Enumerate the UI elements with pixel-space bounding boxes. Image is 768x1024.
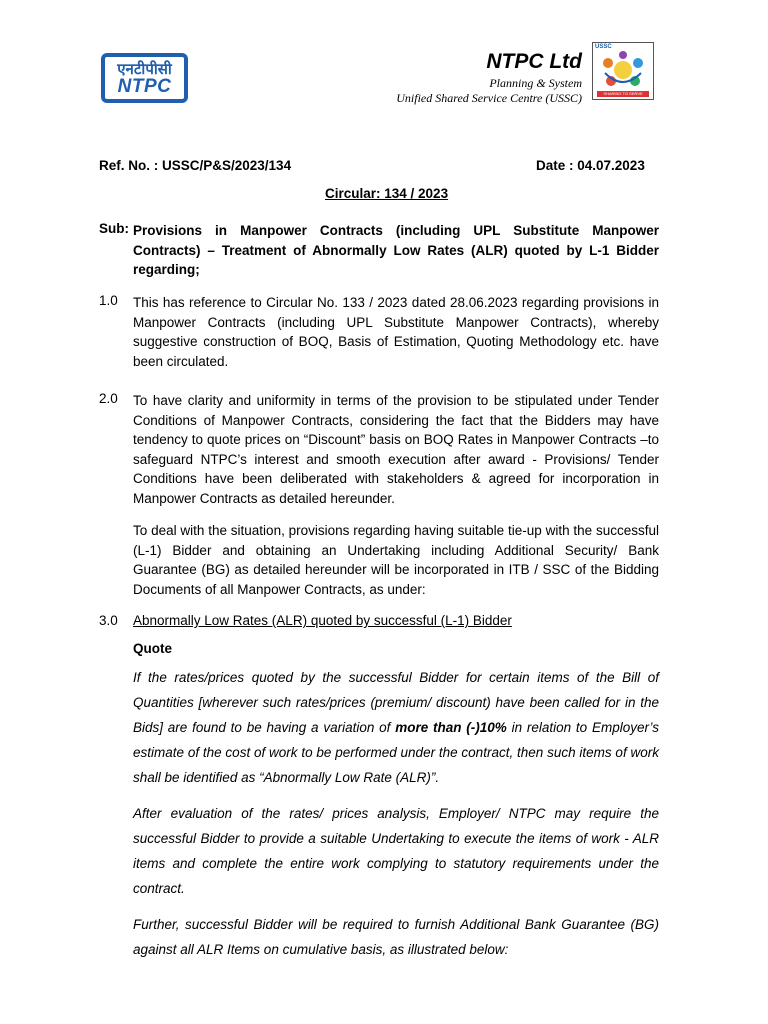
quote-paragraph-1 bbox=[133, 665, 659, 790]
para-1-text: This has reference to Circular No. 133 / 2023 dated 28.06.2023 regarding provisions in Manpower Contracts (including UPL Substitute Manpower Contracts), whereby suggestive construction of BOQ, Basis of Estimation, Quoting Methodology etc. have been circulated. bbox=[133, 295, 659, 369]
reference-number: Ref. No. : USSC/P&S/2023/134 bbox=[99, 158, 292, 173]
quote-label: Quote bbox=[133, 641, 172, 656]
para-1-number: 1.0 bbox=[99, 293, 118, 308]
subject-text: Provisions in Manpower Contracts (including UPL Substitute Manpower Contracts) – Treatment of Abnormally Low Rates (ALR) quoted by L-1 Bidder regarding; bbox=[133, 223, 659, 277]
circular-date: Date : 04.07.2023 bbox=[536, 158, 645, 173]
ussc-logo-label: USSC bbox=[595, 44, 612, 50]
ntpc-logo-hindi: एनटीपीसी bbox=[117, 59, 172, 78]
para-3-heading: Abnormally Low Rates (ALR) quoted by successful (L-1) Bidder bbox=[133, 613, 512, 628]
subject-label: Sub: bbox=[99, 221, 129, 236]
ussc-logo bbox=[592, 42, 654, 100]
header-block bbox=[396, 50, 582, 106]
ntpc-logo bbox=[101, 53, 188, 103]
unit-name: Unified Shared Service Centre (USSC) bbox=[396, 91, 582, 105]
ussc-logo-tagline: SHARING TO SERVE bbox=[597, 91, 649, 97]
org-name: NTPC Ltd bbox=[486, 50, 582, 73]
quote-threshold: more than (-)10% bbox=[395, 720, 507, 735]
quote-paragraph-1-start: If the rates/prices quoted by the successful Bidder for certain items of the Bill of Quantities [wherever such rates/prices (premium/ discount) have been called for in the Bids] are found to be having a variation of bbox=[133, 670, 659, 735]
ntpc-logo-text: NTPC bbox=[117, 75, 172, 97]
para-3-number: 3.0 bbox=[99, 613, 118, 628]
circular-title: Circular: 134 / 2023 bbox=[325, 186, 449, 201]
quote-paragraph-1-end: in relation to Employer’s estimate of the cost of work to be performed under the contract, then such items of work shall be identified as “Abnormally Low Rate (ALR)”. bbox=[133, 720, 659, 785]
para-2-text: To have clarity and uniformity in terms of the provision to be stipulated under Tender Conditions of Manpower Contracts, considering the fact that the Bidders may have tendency to quote prices on “Discount” basis on BOQ Rates in Manpower Contracts –to safeguard NTPC’s interest and smooth execution after award - Provisions/ Tender Conditions have been deliberated with stakeholders & agreed for incorporation in Manpower Contracts as detailed hereunder. bbox=[133, 393, 659, 506]
quote-paragraph-3: Further, successful Bidder will be required to furnish Additional Bank Guarantee (BG) against all ALR Items on cumulative basis, as illustrated below: bbox=[133, 917, 659, 957]
para-2-number: 2.0 bbox=[99, 391, 118, 406]
para-2-text-2: To deal with the situation, provisions regarding having suitable tie-up with the successful (L-1) Bidder and obtaining an Undertaking including Additional Security/ Bank Guarantee (BG) as detailed hereunder will be incorporated in ITB / SSC of the Bidding Documents of all Manpower Contracts, as under: bbox=[133, 523, 659, 597]
department-name: Planning & System bbox=[489, 76, 582, 90]
quote-paragraph-2: After evaluation of the rates/ prices analysis, Employer/ NTPC may require the successful Bidder to provide a suitable Undertaking to execute the items of work - ALR items and complete the entire work complying to statutory requirements under the contract. bbox=[133, 806, 659, 896]
